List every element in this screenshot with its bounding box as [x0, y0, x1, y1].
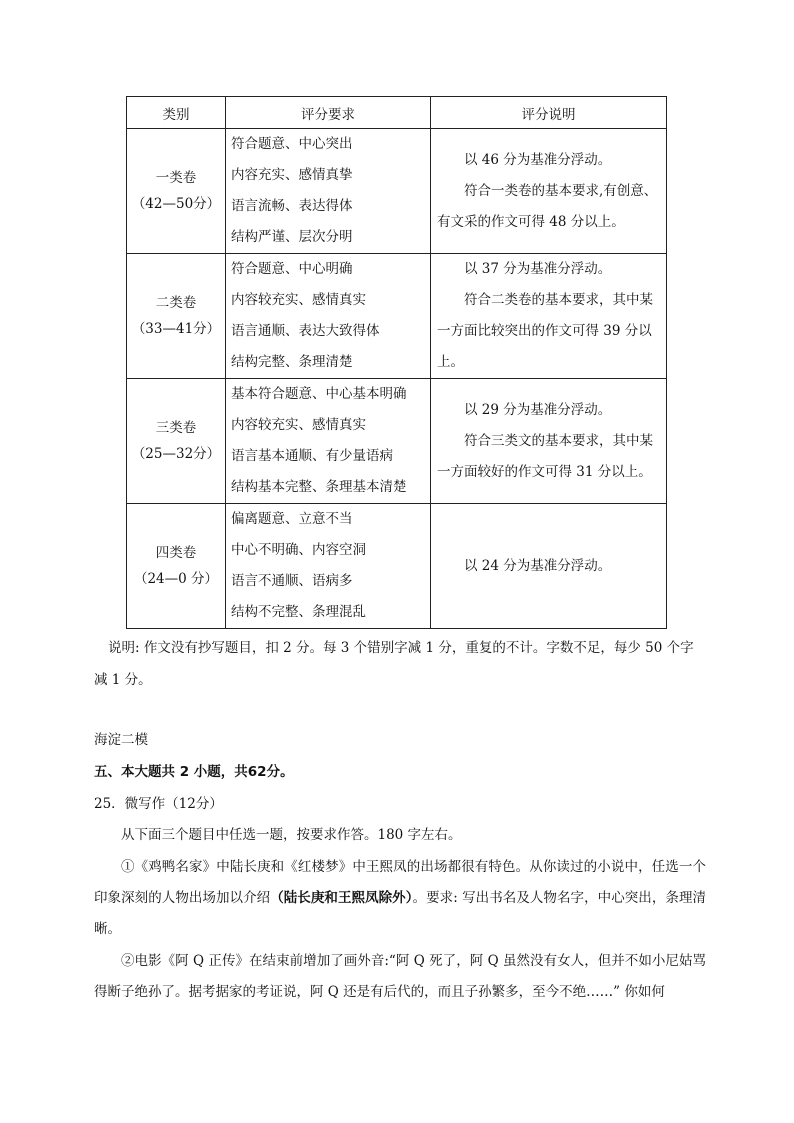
requirement-line: 中心不明确、内容空洞 [231, 542, 366, 558]
category-range: （25—32分） [131, 446, 221, 462]
option-1-bold-text: （陆长庚和王熙凤除外） [270, 890, 413, 906]
table-header-row [127, 97, 667, 129]
header-category: 类别 [127, 97, 226, 129]
category-name: 二类卷 [155, 295, 197, 311]
section-label: 海淀二模 [94, 732, 148, 748]
explanation-line: 符合一类卷的基本要求,有创意、有文采的作文可得 48 分以上。 [437, 182, 658, 230]
instruction-paragraph: 从下面三个题目中任选一题，按要求作答。180 字左右。 [121, 827, 462, 843]
requirement-line: 符合题意、中心明确 [231, 261, 353, 277]
option-2-paragraph: ②电影《阿 Q 正传》在结束前增加了画外音:“阿 Q 死了，阿 Q 虽然没有女人，但并不如小尼姑骂得断子绝孙了。据考据家的考证说，阿 Q 还是有后代的，而且子孙繁多，至今不绝……” 你如何 [94, 953, 706, 1000]
category-name: 三类卷 [155, 420, 197, 436]
requirement-line: 符合题意、中心突出 [231, 136, 353, 152]
explanation-line: 以 29 分为基准分浮动。 [464, 401, 612, 418]
requirement-line: 内容较充实、感情真实 [231, 292, 366, 308]
category-cell [127, 254, 226, 379]
explanation-cell [431, 379, 667, 504]
category-range: （24—0 分） [133, 571, 219, 587]
explanation-line: 以 24 分为基准分浮动。 [464, 557, 612, 574]
requirement-line: 基本符合题意、中心基本明确 [231, 386, 407, 402]
category-name: 一类卷 [155, 170, 197, 186]
table-row [127, 379, 667, 504]
option-1-paragraph [94, 852, 706, 945]
requirement-line: 结构完整、条理清楚 [231, 354, 353, 370]
category-range: （42—50分） [131, 196, 221, 212]
requirement-line: 语言流畅、表达得体 [231, 198, 353, 214]
table-row [127, 129, 667, 254]
requirement-line: 语言不通顺、语病多 [231, 573, 353, 589]
table-row [127, 254, 667, 379]
requirement-line: 语言通顺、表达大致得体 [231, 323, 380, 339]
explanation-line: 符合三类文的基本要求，其中某一方面较好的作文可得 31 分以上。 [437, 432, 653, 480]
explanation-cell [431, 254, 667, 379]
requirement-line: 结构基本完整、条理基本清楚 [231, 479, 407, 495]
section-heading: 五、本大题共 2 小题，共62分。 [94, 764, 294, 780]
explanation-line: 符合二类卷的基本要求，其中某一方面比较突出的作文可得 39 分以上。 [437, 292, 653, 370]
requirements-cell [226, 254, 431, 379]
option-1-text: ①《鸡鸭名家》中陆长庚和《红楼梦》中王熙凤的出场都很有特色。从你读过的小说中，任选一个印象深刻的人物出场加以介绍 [94, 859, 706, 906]
requirement-line: 结构不完整、条理混乱 [231, 604, 366, 620]
scoring-note: 说明: 作文没有抄写题目，扣 2 分。每 3 个错别字减 1 分，重复的不计。字数不足，每少 50 个字减 1 分。 [94, 640, 694, 688]
requirements-cell [226, 129, 431, 254]
question-title: 25．微写作（12分） [94, 796, 223, 812]
header-requirements: 评分要求 [226, 97, 431, 129]
category-name: 四类卷 [155, 545, 197, 561]
category-range: （33—41分） [131, 321, 221, 337]
requirements-cell [226, 379, 431, 504]
requirements-cell [226, 504, 431, 629]
category-cell [127, 129, 226, 254]
grading-table [126, 96, 667, 629]
option-1-requirement: 。要求: 写出书名及人物名字，中心突出，条理清晰。 [94, 890, 707, 937]
explanation-cell [431, 129, 667, 254]
requirement-line: 语言基本通顺、有少量语病 [231, 448, 393, 464]
explanation-line: 以 37 分为基准分浮动。 [464, 261, 612, 277]
requirement-line: 结构严谨、层次分明 [231, 229, 353, 245]
requirement-line: 偏离题意、立意不当 [231, 511, 353, 527]
explanation-line: 以 46 分为基准分浮动。 [464, 151, 612, 168]
requirement-line: 内容充实、感情真挚 [231, 167, 353, 183]
category-cell [127, 379, 226, 504]
requirement-line: 内容较充实、感情真实 [231, 417, 366, 433]
explanation-cell [431, 504, 667, 629]
table-row [127, 504, 667, 629]
category-cell [127, 504, 226, 629]
header-explanation: 评分说明 [431, 97, 667, 129]
